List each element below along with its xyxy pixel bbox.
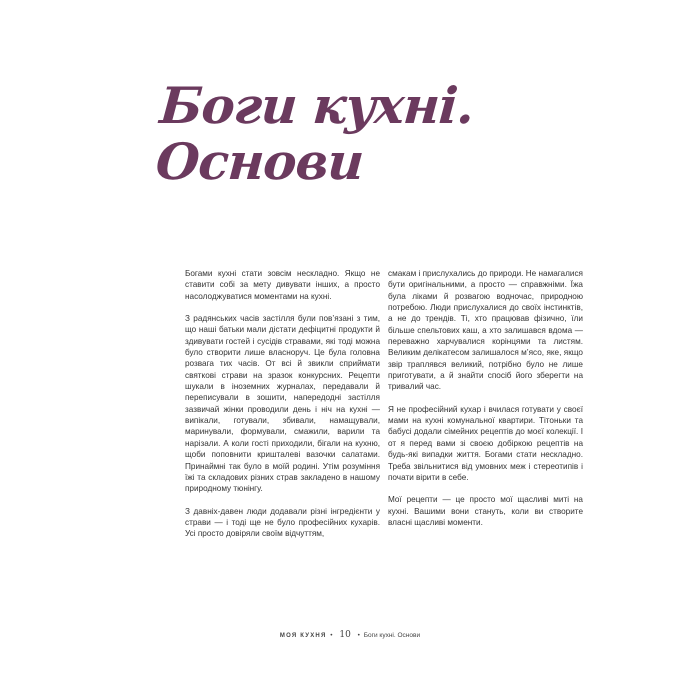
- title-line-2: Основи: [154, 132, 366, 191]
- paragraph: Богами кухні стати зовсім нескладно. Якщо не ставити собі за мету дивувати інших, а просто насолоджуватися моментами на кухні.: [185, 269, 380, 301]
- paragraph: З давніх-давен люди додавали різні інгредієнти у страви — і тоді ще не було професійних кухарів. Усі просто довіряли своїм відчуттям,: [185, 506, 380, 539]
- text-column-right: [388, 268, 583, 539]
- paragraph: З радянських часів застілля були пов’язані з тим, що наші батьки мали дістати дефіцитні продукти й здивувати гостей і сусідів стравами, які тоді можна було створити лише власноруч. Це була головна розвага тих часів. От всі й звикли сприймати святкові страви на зразок конкурсних. Рецепти шукали в іноземних журналах, передавали й переписували в зошити, напередодні застілля зазвичай жінки проводили день і ніч на кухні — випікали, готували, збивали, намащували, маринували, формували, смажили, варили та нарізали. А коли гості приходили, бігали на кухню, щоби поповнити кришталеві вазочки салатами. Принаймні так було в моїй родині. Утім розуміння їжі та складових різних страв закладено в нашому природному тюнінгу.: [185, 314, 380, 494]
- paragraph: смакам і прислухались до природи. Не намагалися бути оригінальними, а просто — справжніми. Їжа була ліками й розвагою водночас, природною потребою. Люди прислухалися до своїх інстинктів, а не до трендів. Ті, хто працював фізично, їли більше спельтових каш, а хто залишався вдома — переважно харчувалися корінцями та листям. Великим делікатесом залишалося м’ясо, яке, якщо звір траплявся великий, потрібно було не лише приготувати, а й знайти спосіб його зберегти на тривалий час.: [388, 269, 583, 392]
- footer-brand: МОЯ КУХНЯ: [279, 633, 327, 639]
- paragraph: Я не професійний кухар і вчилася готувати у своєї мами на кухні комунальної квартири. Тітоньки та бабусі додали сімейних рецептів до моєї колекції. І от я перед вами зі своєю добіркою рецептів на будь-які випадки життя. Богами стати нескладно. Треба звільнитися від умовних меж і стереотипів і почати вірити в себе.: [388, 404, 583, 482]
- title-line-1: Боги кухні.: [157, 76, 476, 135]
- footer-bullet: •: [330, 632, 333, 639]
- page-footer: [0, 630, 700, 640]
- footer-section-title: Боги кухні. Основи: [363, 632, 421, 639]
- text-column-left: [185, 268, 380, 551]
- paragraph: Мої рецепти — це просто мої щасливі миті на кухні. Вашими вони стануть, коли ви створите власні щасливі моменти.: [388, 495, 583, 527]
- page-number: 10: [339, 630, 351, 640]
- page-title: [154, 78, 482, 190]
- footer-bullet: •: [357, 632, 360, 639]
